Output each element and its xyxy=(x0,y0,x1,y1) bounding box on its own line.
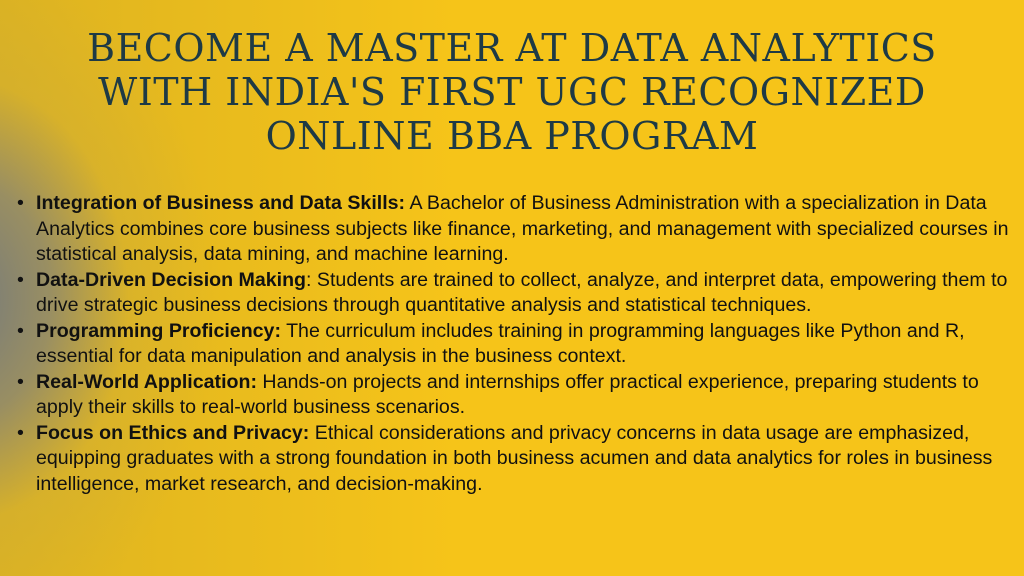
bullet-icon: • xyxy=(17,370,24,393)
title-line-1: BECOME A MASTER AT DATA ANALYTICS xyxy=(87,26,937,70)
bullet-text: : Students are trained to collect, analyze, and interpret data, empowering them to drive strategic business decisions through quantitative analysis and statistical techniques. xyxy=(36,268,1008,316)
bullet-heading: Focus on Ethics and Privacy: xyxy=(36,421,310,444)
bullet-text: A Bachelor of Business Administration with a specialization in Data Analytics combines core business subjects like finance, marketing, and management with specialized courses in statistical analysis, data mining, and machine learning. xyxy=(36,192,1009,265)
title-line-3: ONLINE BBA PROGRAM xyxy=(265,114,759,158)
bullet-list xyxy=(14,191,1014,497)
title-line-2: WITH INDIA'S FIRST UGC RECOGNIZED xyxy=(98,70,926,114)
page-title xyxy=(0,26,1024,158)
bullet-icon: • xyxy=(17,319,24,342)
bullet-text: Ethical considerations and privacy concerns in data usage are emphasized, equipping graduates with a strong foundation in both business acumen and data analytics for roles in business intelligence, market research, and decision-making. xyxy=(36,421,993,495)
bullet-icon: • xyxy=(17,421,24,444)
bullet-item xyxy=(14,319,1014,370)
bullet-heading: Real-World Application: xyxy=(36,370,257,393)
bullet-heading: Data-Driven Decision Making xyxy=(36,268,307,291)
bullet-heading: Integration of Business and Data Skills: xyxy=(36,192,406,214)
bullet-heading: Programming Proficiency: xyxy=(36,319,281,342)
bullet-item xyxy=(14,268,1014,319)
bullet-item xyxy=(14,421,1014,498)
bullet-icon: • xyxy=(17,268,24,291)
bullet-item xyxy=(14,191,1014,268)
bullet-item xyxy=(14,370,1014,421)
bullet-text: Hands-on projects and internships offer practical experience, preparing students to apply their skills to real-world business scenarios. xyxy=(36,370,979,418)
bullet-text: The curriculum includes training in programming languages like Python and R, essential for data manipulation and analysis in the business context. xyxy=(36,319,965,367)
bullet-icon: • xyxy=(17,192,24,214)
